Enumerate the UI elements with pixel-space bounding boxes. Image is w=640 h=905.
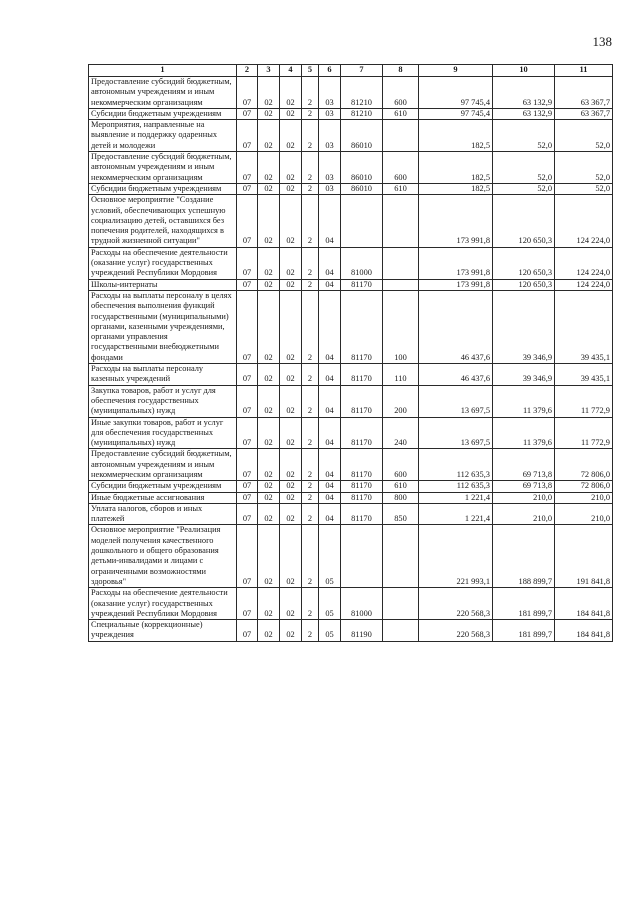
cell-item-name: Иные закупки товаров, работ и услуг для обеспечения государственных (муниципальных) нужд (89, 417, 237, 449)
cell-code-direction: 81170 (341, 417, 383, 449)
cell-code-expense-type (383, 620, 419, 642)
cell-code-program: 02 (280, 417, 302, 449)
cell-amount-col-9: 112 635,3 (419, 481, 493, 492)
cell-amount-col-10: 188 899,7 (493, 525, 555, 588)
cell-code-section: 07 (237, 588, 258, 620)
cell-code-expense-type: 200 (383, 385, 419, 417)
header-cell: 3 (258, 65, 280, 77)
cell-amount-col-10: 120 650,3 (493, 247, 555, 279)
cell-item-name: Закупка товаров, работ и услуг для обеспечения государственных (муниципальных) нужд (89, 385, 237, 417)
cell-code-event: 03 (319, 120, 341, 152)
header-cell: 10 (493, 65, 555, 77)
table-row (89, 588, 613, 620)
cell-code-direction: 81000 (341, 588, 383, 620)
cell-item-name: Предоставление субсидий бюджетным, автономным учреждениям и иным некоммерческим организациям (89, 449, 237, 481)
cell-amount-col-9: 182,5 (419, 120, 493, 152)
cell-amount-col-10: 52,0 (493, 183, 555, 194)
cell-amount-col-9: 97 745,4 (419, 77, 493, 109)
cell-code-subsection: 02 (258, 108, 280, 119)
table-row (89, 417, 613, 449)
cell-item-name: Расходы на выплаты персоналу казенных учреждений (89, 364, 237, 386)
cell-amount-col-9: 221 993,1 (419, 525, 493, 588)
cell-code-expense-type (383, 247, 419, 279)
cell-item-name: Расходы на обеспечение деятельности (оказание услуг) государственных учреждений Республики Мордовия (89, 588, 237, 620)
cell-code-event: 03 (319, 152, 341, 184)
table-row (89, 364, 613, 386)
cell-code-direction: 81170 (341, 492, 383, 503)
budget-table (88, 64, 613, 642)
cell-code-direction: 81170 (341, 449, 383, 481)
cell-amount-col-9: 1 221,4 (419, 503, 493, 525)
cell-code-subprogram: 2 (302, 503, 319, 525)
cell-code-direction: 81170 (341, 290, 383, 363)
cell-amount-col-11: 39 435,1 (555, 364, 613, 386)
cell-amount-col-10: 120 650,3 (493, 279, 555, 290)
cell-code-event: 04 (319, 364, 341, 386)
cell-amount-col-11: 210,0 (555, 503, 613, 525)
cell-code-program: 02 (280, 195, 302, 247)
cell-code-event: 03 (319, 108, 341, 119)
table-row (89, 279, 613, 290)
cell-code-program: 02 (280, 588, 302, 620)
cell-item-name: Расходы на обеспечение деятельности (оказание услуг) государственных учреждений Республики Мордовия (89, 247, 237, 279)
cell-amount-col-10: 69 713,8 (493, 449, 555, 481)
cell-amount-col-11: 210,0 (555, 492, 613, 503)
header-row (89, 65, 613, 77)
cell-code-expense-type (383, 525, 419, 588)
cell-amount-col-10: 39 346,9 (493, 290, 555, 363)
cell-code-section: 07 (237, 620, 258, 642)
cell-code-section: 07 (237, 152, 258, 184)
cell-code-direction: 86010 (341, 120, 383, 152)
cell-amount-col-10: 210,0 (493, 503, 555, 525)
cell-code-subsection: 02 (258, 364, 280, 386)
cell-code-subprogram: 2 (302, 417, 319, 449)
cell-code-program: 02 (280, 120, 302, 152)
header-cell: 4 (280, 65, 302, 77)
cell-code-event: 04 (319, 279, 341, 290)
cell-code-expense-type (383, 588, 419, 620)
cell-amount-col-11: 124 224,0 (555, 195, 613, 247)
cell-code-direction: 81170 (341, 481, 383, 492)
cell-code-subsection: 02 (258, 481, 280, 492)
cell-amount-col-10: 69 713,8 (493, 481, 555, 492)
cell-code-expense-type: 110 (383, 364, 419, 386)
cell-code-section: 07 (237, 120, 258, 152)
cell-code-subprogram: 2 (302, 108, 319, 119)
cell-code-subprogram: 2 (302, 449, 319, 481)
cell-code-section: 07 (237, 525, 258, 588)
cell-code-program: 02 (280, 108, 302, 119)
cell-amount-col-11: 39 435,1 (555, 290, 613, 363)
cell-code-subsection: 02 (258, 449, 280, 481)
cell-code-section: 07 (237, 247, 258, 279)
cell-code-subprogram: 2 (302, 195, 319, 247)
header-cell: 1 (89, 65, 237, 77)
cell-amount-col-10: 11 379,6 (493, 385, 555, 417)
cell-code-subsection: 02 (258, 503, 280, 525)
cell-amount-col-9: 173 991,8 (419, 195, 493, 247)
table-row (89, 385, 613, 417)
cell-code-expense-type: 600 (383, 449, 419, 481)
cell-amount-col-9: 220 568,3 (419, 588, 493, 620)
cell-item-name: Иные бюджетные ассигнования (89, 492, 237, 503)
cell-code-direction: 81210 (341, 108, 383, 119)
cell-code-subsection: 02 (258, 120, 280, 152)
cell-code-subprogram: 2 (302, 620, 319, 642)
table-row (89, 247, 613, 279)
cell-code-section: 07 (237, 183, 258, 194)
cell-code-subprogram: 2 (302, 588, 319, 620)
cell-code-event: 04 (319, 385, 341, 417)
table-row (89, 503, 613, 525)
cell-amount-col-10: 39 346,9 (493, 364, 555, 386)
cell-amount-col-11: 124 224,0 (555, 279, 613, 290)
cell-code-event: 05 (319, 525, 341, 588)
cell-code-program: 02 (280, 503, 302, 525)
cell-code-expense-type: 600 (383, 152, 419, 184)
cell-amount-col-11: 52,0 (555, 120, 613, 152)
cell-code-subprogram: 2 (302, 525, 319, 588)
cell-code-direction: 81170 (341, 385, 383, 417)
cell-item-name: Основное мероприятие "Создание условий, обеспечивающих успешную социализацию детей, оставшихся без попечения родителей, находящихся в трудной жизненной ситуации" (89, 195, 237, 247)
cell-amount-col-9: 1 221,4 (419, 492, 493, 503)
cell-code-event: 05 (319, 620, 341, 642)
cell-code-section: 07 (237, 279, 258, 290)
cell-code-subprogram: 2 (302, 120, 319, 152)
cell-code-subprogram: 2 (302, 152, 319, 184)
cell-code-subsection: 02 (258, 290, 280, 363)
cell-item-name: Субсидии бюджетным учреждениям (89, 481, 237, 492)
cell-code-event: 04 (319, 492, 341, 503)
cell-code-subsection: 02 (258, 77, 280, 109)
cell-code-expense-type: 600 (383, 77, 419, 109)
table-row (89, 525, 613, 588)
cell-amount-col-11: 184 841,8 (555, 588, 613, 620)
cell-code-direction (341, 195, 383, 247)
cell-amount-col-10: 181 899,7 (493, 588, 555, 620)
cell-code-subprogram: 2 (302, 481, 319, 492)
cell-code-event: 04 (319, 449, 341, 481)
cell-code-section: 07 (237, 417, 258, 449)
page-number: 138 (592, 34, 612, 49)
cell-code-program: 02 (280, 620, 302, 642)
table-row (89, 152, 613, 184)
cell-code-section: 07 (237, 364, 258, 386)
cell-code-subprogram: 2 (302, 77, 319, 109)
cell-code-program: 02 (280, 449, 302, 481)
cell-amount-col-9: 46 437,6 (419, 290, 493, 363)
cell-amount-col-10: 120 650,3 (493, 195, 555, 247)
table-row (89, 449, 613, 481)
cell-code-section: 07 (237, 492, 258, 503)
cell-amount-col-11: 63 367,7 (555, 108, 613, 119)
cell-code-program: 02 (280, 152, 302, 184)
cell-code-section: 07 (237, 77, 258, 109)
cell-amount-col-9: 182,5 (419, 183, 493, 194)
cell-item-name: Уплата налогов, сборов и иных платежей (89, 503, 237, 525)
cell-amount-col-9: 112 635,3 (419, 449, 493, 481)
cell-code-subprogram: 2 (302, 492, 319, 503)
cell-code-subprogram: 2 (302, 247, 319, 279)
cell-code-subsection: 02 (258, 417, 280, 449)
cell-code-section: 07 (237, 481, 258, 492)
table-row (89, 481, 613, 492)
cell-code-subprogram: 2 (302, 385, 319, 417)
cell-code-direction: 81210 (341, 77, 383, 109)
cell-code-subsection: 02 (258, 588, 280, 620)
cell-code-expense-type: 610 (383, 481, 419, 492)
cell-amount-col-10: 52,0 (493, 152, 555, 184)
cell-amount-col-10: 63 132,9 (493, 108, 555, 119)
cell-code-event: 04 (319, 290, 341, 363)
table-row (89, 290, 613, 363)
cell-code-expense-type (383, 279, 419, 290)
cell-amount-col-9: 220 568,3 (419, 620, 493, 642)
cell-amount-col-9: 173 991,8 (419, 279, 493, 290)
cell-code-direction: 81000 (341, 247, 383, 279)
cell-amount-col-11: 63 367,7 (555, 77, 613, 109)
cell-amount-col-10: 181 899,7 (493, 620, 555, 642)
cell-code-program: 02 (280, 385, 302, 417)
cell-code-subsection: 02 (258, 525, 280, 588)
cell-code-program: 02 (280, 247, 302, 279)
table-body (89, 77, 613, 642)
cell-amount-col-11: 72 806,0 (555, 449, 613, 481)
cell-code-direction (341, 525, 383, 588)
cell-item-name: Основное мероприятие "Реализация моделей получения качественного дошкольного и общего образования детьми-инвалидами и лицами с ограниченными возможностями здоровья" (89, 525, 237, 588)
table-row (89, 492, 613, 503)
cell-code-program: 02 (280, 525, 302, 588)
cell-code-expense-type: 850 (383, 503, 419, 525)
cell-code-subsection: 02 (258, 183, 280, 194)
cell-code-program: 02 (280, 183, 302, 194)
cell-code-program: 02 (280, 279, 302, 290)
cell-code-subprogram: 2 (302, 279, 319, 290)
cell-code-event: 04 (319, 247, 341, 279)
cell-code-event: 04 (319, 481, 341, 492)
cell-code-program: 02 (280, 481, 302, 492)
cell-code-subsection: 02 (258, 152, 280, 184)
cell-code-subprogram: 2 (302, 364, 319, 386)
header-cell: 2 (237, 65, 258, 77)
cell-item-name: Расходы на выплаты персоналу в целях обеспечения выполнения функций государственными (муниципальными) органами, казенными учреждениями, органами управления государственными внебюджетными фондами (89, 290, 237, 363)
cell-code-program: 02 (280, 364, 302, 386)
cell-code-section: 07 (237, 449, 258, 481)
cell-code-direction: 81170 (341, 503, 383, 525)
cell-code-direction: 81170 (341, 364, 383, 386)
cell-code-expense-type: 610 (383, 108, 419, 119)
cell-code-subsection: 02 (258, 279, 280, 290)
cell-code-subsection: 02 (258, 247, 280, 279)
cell-code-section: 07 (237, 290, 258, 363)
cell-code-program: 02 (280, 290, 302, 363)
table-row (89, 620, 613, 642)
cell-code-subsection: 02 (258, 620, 280, 642)
cell-amount-col-9: 182,5 (419, 152, 493, 184)
cell-code-section: 07 (237, 503, 258, 525)
cell-code-expense-type: 100 (383, 290, 419, 363)
cell-item-name: Предоставление субсидий бюджетным, автономным учреждениям и иным некоммерческим организациям (89, 152, 237, 184)
cell-amount-col-11: 52,0 (555, 152, 613, 184)
cell-amount-col-11: 11 772,9 (555, 417, 613, 449)
cell-amount-col-9: 13 697,5 (419, 385, 493, 417)
table-row (89, 183, 613, 194)
cell-item-name: Субсидии бюджетным учреждениям (89, 183, 237, 194)
cell-amount-col-9: 173 991,8 (419, 247, 493, 279)
cell-code-section: 07 (237, 108, 258, 119)
cell-code-expense-type: 240 (383, 417, 419, 449)
cell-amount-col-11: 124 224,0 (555, 247, 613, 279)
cell-code-subprogram: 2 (302, 290, 319, 363)
cell-code-event: 04 (319, 195, 341, 247)
header-cell: 8 (383, 65, 419, 77)
cell-code-event: 05 (319, 588, 341, 620)
cell-amount-col-10: 11 379,6 (493, 417, 555, 449)
cell-code-expense-type: 800 (383, 492, 419, 503)
header-cell: 7 (341, 65, 383, 77)
cell-code-expense-type (383, 195, 419, 247)
cell-code-direction: 86010 (341, 183, 383, 194)
cell-item-name: Субсидии бюджетным учреждениям (89, 108, 237, 119)
header-cell: 9 (419, 65, 493, 77)
cell-amount-col-11: 191 841,8 (555, 525, 613, 588)
header-cell: 11 (555, 65, 613, 77)
cell-item-name: Школы-интернаты (89, 279, 237, 290)
cell-amount-col-10: 52,0 (493, 120, 555, 152)
cell-amount-col-11: 11 772,9 (555, 385, 613, 417)
cell-amount-col-11: 184 841,8 (555, 620, 613, 642)
cell-code-section: 07 (237, 385, 258, 417)
cell-amount-col-11: 52,0 (555, 183, 613, 194)
cell-code-direction: 81170 (341, 279, 383, 290)
cell-amount-col-10: 210,0 (493, 492, 555, 503)
cell-code-event: 03 (319, 77, 341, 109)
cell-amount-col-9: 13 697,5 (419, 417, 493, 449)
table-row (89, 77, 613, 109)
cell-code-expense-type (383, 120, 419, 152)
cell-code-expense-type: 610 (383, 183, 419, 194)
cell-amount-col-10: 63 132,9 (493, 77, 555, 109)
header-cell: 6 (319, 65, 341, 77)
cell-code-subsection: 02 (258, 492, 280, 503)
cell-item-name: Предоставление субсидий бюджетным, автономным учреждениям и иным некоммерческим организациям (89, 77, 237, 109)
cell-code-direction: 81190 (341, 620, 383, 642)
cell-code-subsection: 02 (258, 195, 280, 247)
cell-code-program: 02 (280, 492, 302, 503)
cell-code-event: 03 (319, 183, 341, 194)
cell-code-program: 02 (280, 77, 302, 109)
cell-code-event: 04 (319, 503, 341, 525)
cell-code-direction: 86010 (341, 152, 383, 184)
cell-item-name: Специальные (коррекционные) учреждения (89, 620, 237, 642)
cell-code-event: 04 (319, 417, 341, 449)
header-cell: 5 (302, 65, 319, 77)
table-row (89, 195, 613, 247)
cell-amount-col-9: 97 745,4 (419, 108, 493, 119)
table-row (89, 108, 613, 119)
cell-code-section: 07 (237, 195, 258, 247)
cell-amount-col-11: 72 806,0 (555, 481, 613, 492)
table-row (89, 120, 613, 152)
cell-item-name: Мероприятия, направленные на выявление и поддержку одаренных детей и молодежи (89, 120, 237, 152)
cell-code-subprogram: 2 (302, 183, 319, 194)
cell-amount-col-9: 46 437,6 (419, 364, 493, 386)
cell-code-subsection: 02 (258, 385, 280, 417)
